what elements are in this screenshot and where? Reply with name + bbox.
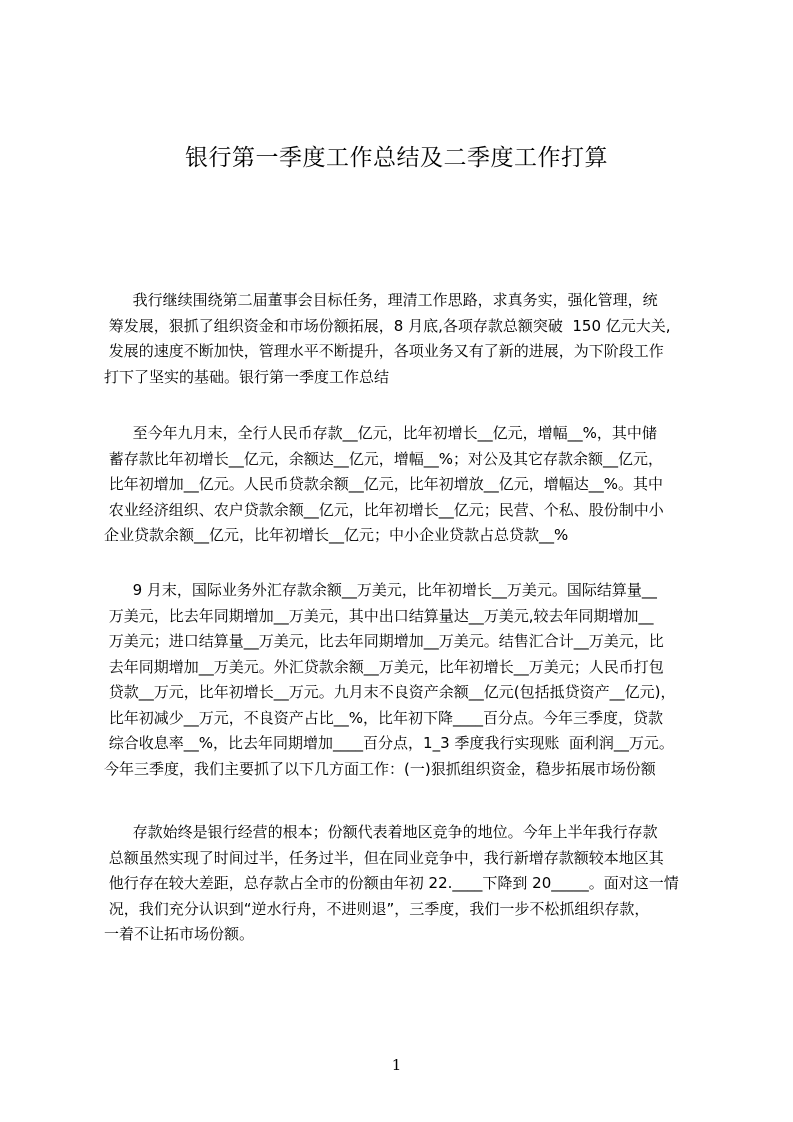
paragraph-line: 打下了坚实的基础。银行第一季度工作总结	[104, 367, 390, 386]
paragraph-line: 9 月末，国际业务外汇存款余额__万美元，比年初增长__万美元。国际结算量__	[104, 581, 657, 599]
document-title: 银行第一季度工作总结及二季度工作打算	[185, 145, 608, 171]
paragraph-line: 况，我们充分认识到“逆水行舟，不进则退”，三季度，我们一步不松抓组织存款，	[104, 899, 650, 918]
paragraph-line: 农业经济组织、农户贷款余额__亿元，比年初增长__亿元；民营、个私、股份制中小	[104, 500, 664, 519]
paragraph-line: 总额虽然实现了时间过半，任务过半，但在同业竞争中，我行新增存款额较本地区其	[104, 848, 664, 867]
paragraph-line: 贷款__万元，比年初增长__万元。九月末不良资产余额__亿元(包括抵贷资产__亿元)，	[104, 683, 676, 701]
paragraph-deposit-strategy	[104, 820, 700, 948]
paragraph-line: 我行继续围绕第二届董事会目标任务，理清工作思路，求真务实，强化管理，统	[104, 291, 658, 309]
paragraph-line: 蓄存款比年初增长__亿元，余额达__亿元，增幅__%；对公及其它存款余额__亿元，	[104, 449, 664, 468]
paragraph-line: 至今年九月末，全行人民币存款__亿元，比年初增长__亿元，增幅__%，其中储	[104, 424, 657, 442]
paragraph-intro	[104, 288, 700, 390]
paragraph-line: 万美元；进口结算量__万美元，比去年同期增加__万美元。结售汇合计__万美元，比	[104, 632, 664, 650]
paragraph-line: 他行存在较大差距，总存款占全市的份额由年初 22.____下降到 20_____。面对这一情	[104, 874, 679, 892]
paragraph-line: 存款始终是银行经营的根本；份额代表着地区竞争的地位。今年上半年我行存款	[104, 823, 658, 841]
paragraph-line: 今年三季度，我们主要抓了以下几方面工作：(一)狠抓组织资金，稳步拓展市场份额	[104, 759, 656, 778]
paragraph-line: 筹发展，狠抓了组织资金和市场份额拓展，8 月底,各项存款总额突破 150 亿元大关,	[104, 316, 671, 335]
paragraph-line: 企业贷款余额__亿元，比年初增长__亿元；中小企业贷款占总贷款__%	[104, 526, 569, 544]
paragraph-line: 综合收息率__%，比去年同期增加____百分点，1_3 季度我行实现账 面利润__万元。	[104, 734, 674, 752]
paragraph-international-business	[104, 578, 700, 782]
paragraph-line: 去年同期增加__万美元。外汇贷款余额__万美元，比年初增长__万美元；人民币打包	[104, 657, 664, 676]
paragraph-rmb-deposits	[104, 421, 700, 549]
paragraph-line: 一着不让拓市场份额。	[104, 925, 255, 943]
paragraph-line: 万美元，比去年同期增加__万美元，其中出口结算量达__万美元,较去年同期增加__	[104, 606, 654, 625]
paragraph-line: 比年初增加__亿元。人民币贷款余额__亿元，比年初增放__亿元，增幅达__%。其中	[104, 475, 664, 493]
paragraph-line: 比年初减少__万元，不良资产占比__%，比年初下降____百分点。今年三季度，贷款	[104, 708, 664, 727]
paragraph-line: 发展的速度不断加快，管理水平不断提升，各项业务又有了新的进展，为下阶段工作	[104, 342, 664, 360]
page-number: 1	[391, 1056, 402, 1074]
